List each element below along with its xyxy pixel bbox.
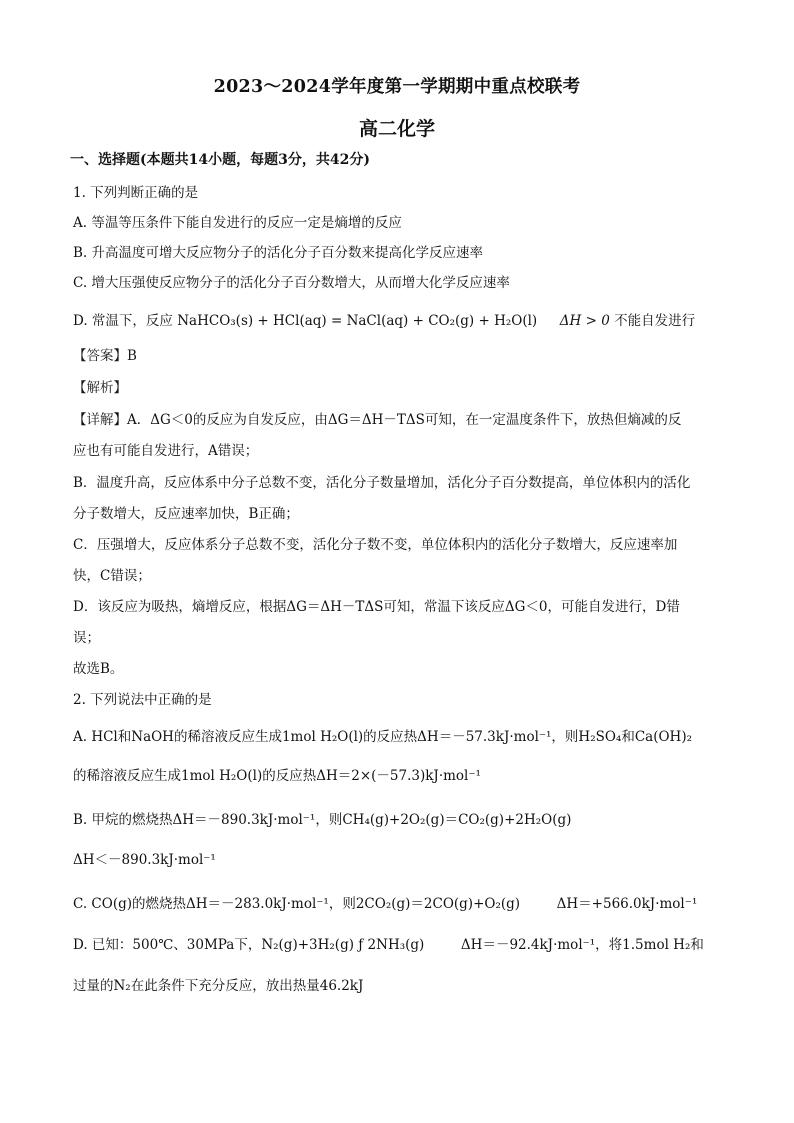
- option-d-suffix: 不能自发进行: [614, 313, 696, 329]
- question-2-option-d-cont: 过量的N₂在此条件下充分反应，放出热量46.2kJ: [73, 978, 364, 994]
- document-title: 2023～2024学年度第一学期期中重点校联考: [213, 77, 581, 97]
- question-2-option-b-cont: ΔH＜－890.3kJ·mol⁻¹: [73, 852, 216, 868]
- option-d-prefix: D. 常温下，反应: [73, 313, 173, 329]
- question-1-answer: 【答案】B: [73, 348, 137, 364]
- option-d-enthalpy: ΔH > 0: [559, 313, 610, 329]
- option-d-enthalpy: ΔH＝－92.4kJ·mol⁻¹，将1.5mol H₂和: [460, 937, 704, 953]
- question-2-option-a: A. HCl和NaOH的稀溶液反应生成1mol H₂O(l)的反应热ΔH＝－57.3kJ·mol⁻¹，则H₂SO₄和Ca(OH)₂: [73, 729, 693, 745]
- question-1-analysis-label: 【解析】: [73, 380, 127, 396]
- detail-line: 分子数增大，反应速率加快，B正确；: [73, 506, 299, 522]
- question-1-stem: 1. 下列判断正确的是: [73, 185, 199, 201]
- option-c-text: C. CO(g)的燃烧热ΔH＝－283.0kJ·mol⁻¹，则2CO₂(g)＝2CO(g)+O₂(g): [73, 896, 521, 912]
- detail-line: 【详解】A．ΔG＜0的反应为自发反应，由ΔG＝ΔH－TΔS可知，在一定温度条件下，放热但熵减的反: [73, 412, 682, 428]
- detail-line: D．该反应为吸热，熵增反应，根据ΔG＝ΔH－TΔS可知，常温下该反应ΔG＜0，可能自发进行，D错: [73, 599, 680, 615]
- detail-line: 误；: [73, 630, 100, 646]
- detail-line: 故选B。: [73, 661, 124, 677]
- detail-line: C．压强增大，反应体系分子总数不变，活化分子数不变，单位体积内的活化分子数增大，反应速率加: [73, 537, 678, 553]
- question-2-option-a-cont: 的稀溶液反应生成1mol H₂O(l)的反应热ΔH＝2×(－57.3)kJ·mol⁻¹: [73, 768, 481, 784]
- option-d-equation: NaHCO₃(s) + HCl(aq) = NaCl(aq) + CO₂(g) + H₂O(l): [177, 313, 538, 329]
- section-heading: 一、选择题(本题共14小题，每题3分，共42分): [70, 152, 370, 168]
- option-c-enthalpy: ΔH＝+566.0kJ·mol⁻¹: [556, 896, 698, 912]
- question-2-option-c: [73, 894, 697, 914]
- document-subtitle: 高二化学: [358, 118, 435, 140]
- question-2-option-d: [73, 935, 704, 955]
- detail-line: B．温度升高，反应体系中分子总数不变，活化分子数量增加，活化分子百分数提高，单位体积内的活化: [73, 475, 691, 491]
- question-1-option-a: A. 等温等压条件下能自发进行的反应一定是熵增的反应: [73, 215, 402, 231]
- question-1-option-b: B. 升高温度可增大反应物分子的活化分子百分数来提高化学反应速率: [73, 245, 484, 261]
- question-2-option-b: B. 甲烷的燃烧热ΔH＝－890.3kJ·mol⁻¹，则CH₄(g)+2O₂(g)＝CO₂(g)+2H₂O(g): [73, 812, 572, 828]
- detail-line: 应也有可能自发进行，A错误；: [73, 443, 259, 459]
- question-1-option-c: C. 增大压强使反应物分子的活化分子百分数增大，从而增大化学反应速率: [73, 275, 510, 291]
- question-2-stem: 2. 下列说法中正确的是: [73, 692, 212, 708]
- option-d-text: D. 已知：500℃、30MPa下，N₂(g)+3H₂(g) ƒ 2NH₃(g): [73, 937, 425, 953]
- question-1-option-d: [73, 311, 695, 331]
- detail-line: 快，C错误；: [73, 568, 151, 584]
